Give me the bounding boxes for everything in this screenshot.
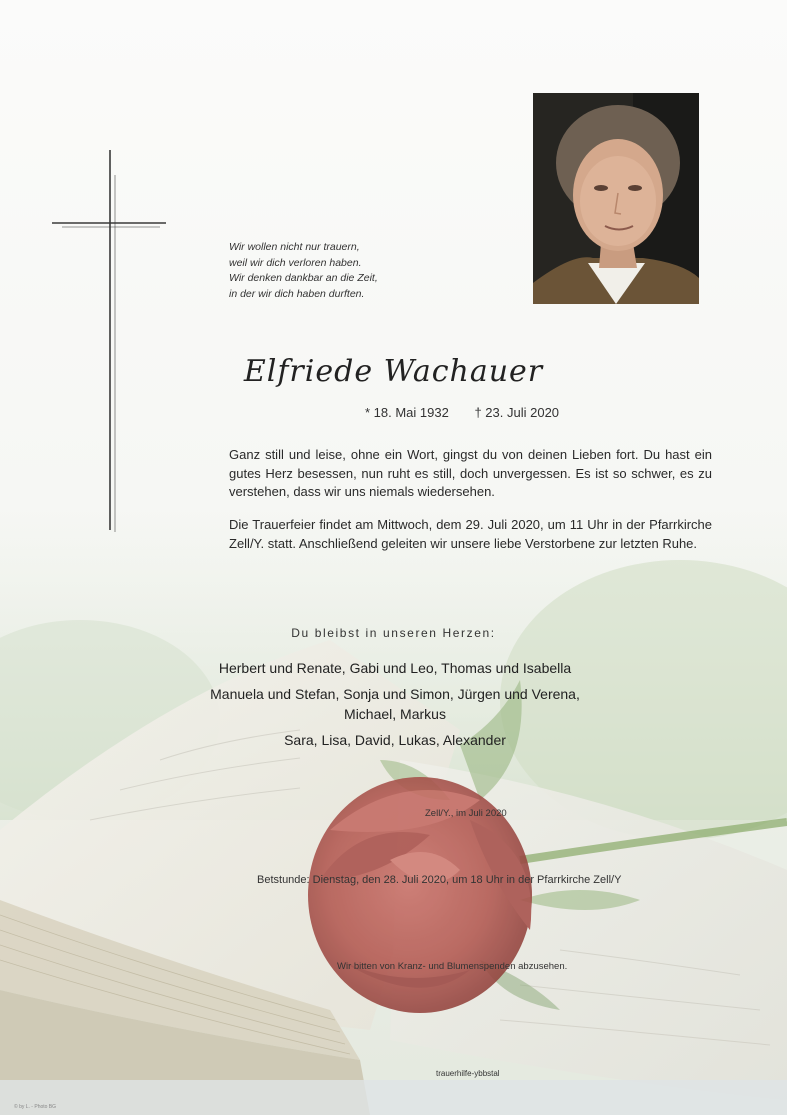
poem-line: in der wir dich haben durften. — [229, 287, 365, 300]
death-date: † 23. Juli 2020 — [474, 405, 560, 420]
funeral-paragraph: Die Trauerfeier findet am Mittwoch, dem 29. Juli 2020, um 11 Uhr in der Pfarrkirche Zell/Y. statt. Anschließend geleiten wir unsere liebe Verstorbene zur letzten Ruhe. — [229, 517, 712, 551]
place-date: Zell/Y., im Juli 2020 — [425, 808, 507, 819]
portrait-photo — [533, 93, 699, 304]
condolence-paragraph: Ganz still und leise, ohne ein Wort, gingst du von deinen Lieben fort. Du hast ein gutes Herz besessen, nun ruht es still, doch unvergessen. Es ist so schwer, es zu verstehen, dass wir uns niemals wiedersehen. — [229, 447, 712, 499]
photo-credit: © by L. - Photo BG — [14, 1104, 57, 1110]
deceased-name: Elfriede Wachauer — [243, 354, 544, 389]
flowers-note: Wir bitten von Kranz- und Blumenspenden abzusehen. — [337, 961, 568, 972]
poem-line: Wir wollen nicht nur trauern, — [229, 241, 360, 253]
poem-line: Wir denken dankbar an die Zeit, — [229, 272, 378, 284]
birth-date: * 18. Mai 1932 — [365, 405, 449, 420]
publisher-footer: trauerhilfe-ybbstal — [436, 1069, 500, 1078]
mourners-heading: Du bleibst in unseren Herzen: — [291, 626, 496, 640]
life-dates — [365, 405, 559, 420]
mourners-line: Herbert und Renate, Gabi und Leo, Thomas und Isabella — [218, 660, 572, 676]
prayer-hour: Betstunde: Dienstag, den 28. Juli 2020, um 18 Uhr in der Pfarrkirche Zell/Y — [257, 874, 622, 886]
mourners-line: Sara, Lisa, David, Lukas, Alexander — [284, 732, 506, 748]
poem-line: weil wir dich verloren haben. — [229, 256, 362, 269]
poem — [229, 240, 469, 302]
mourners-line: Manuela und Stefan, Sonja und Simon, Jürgen und Verena, Michael, Markus — [210, 686, 580, 722]
